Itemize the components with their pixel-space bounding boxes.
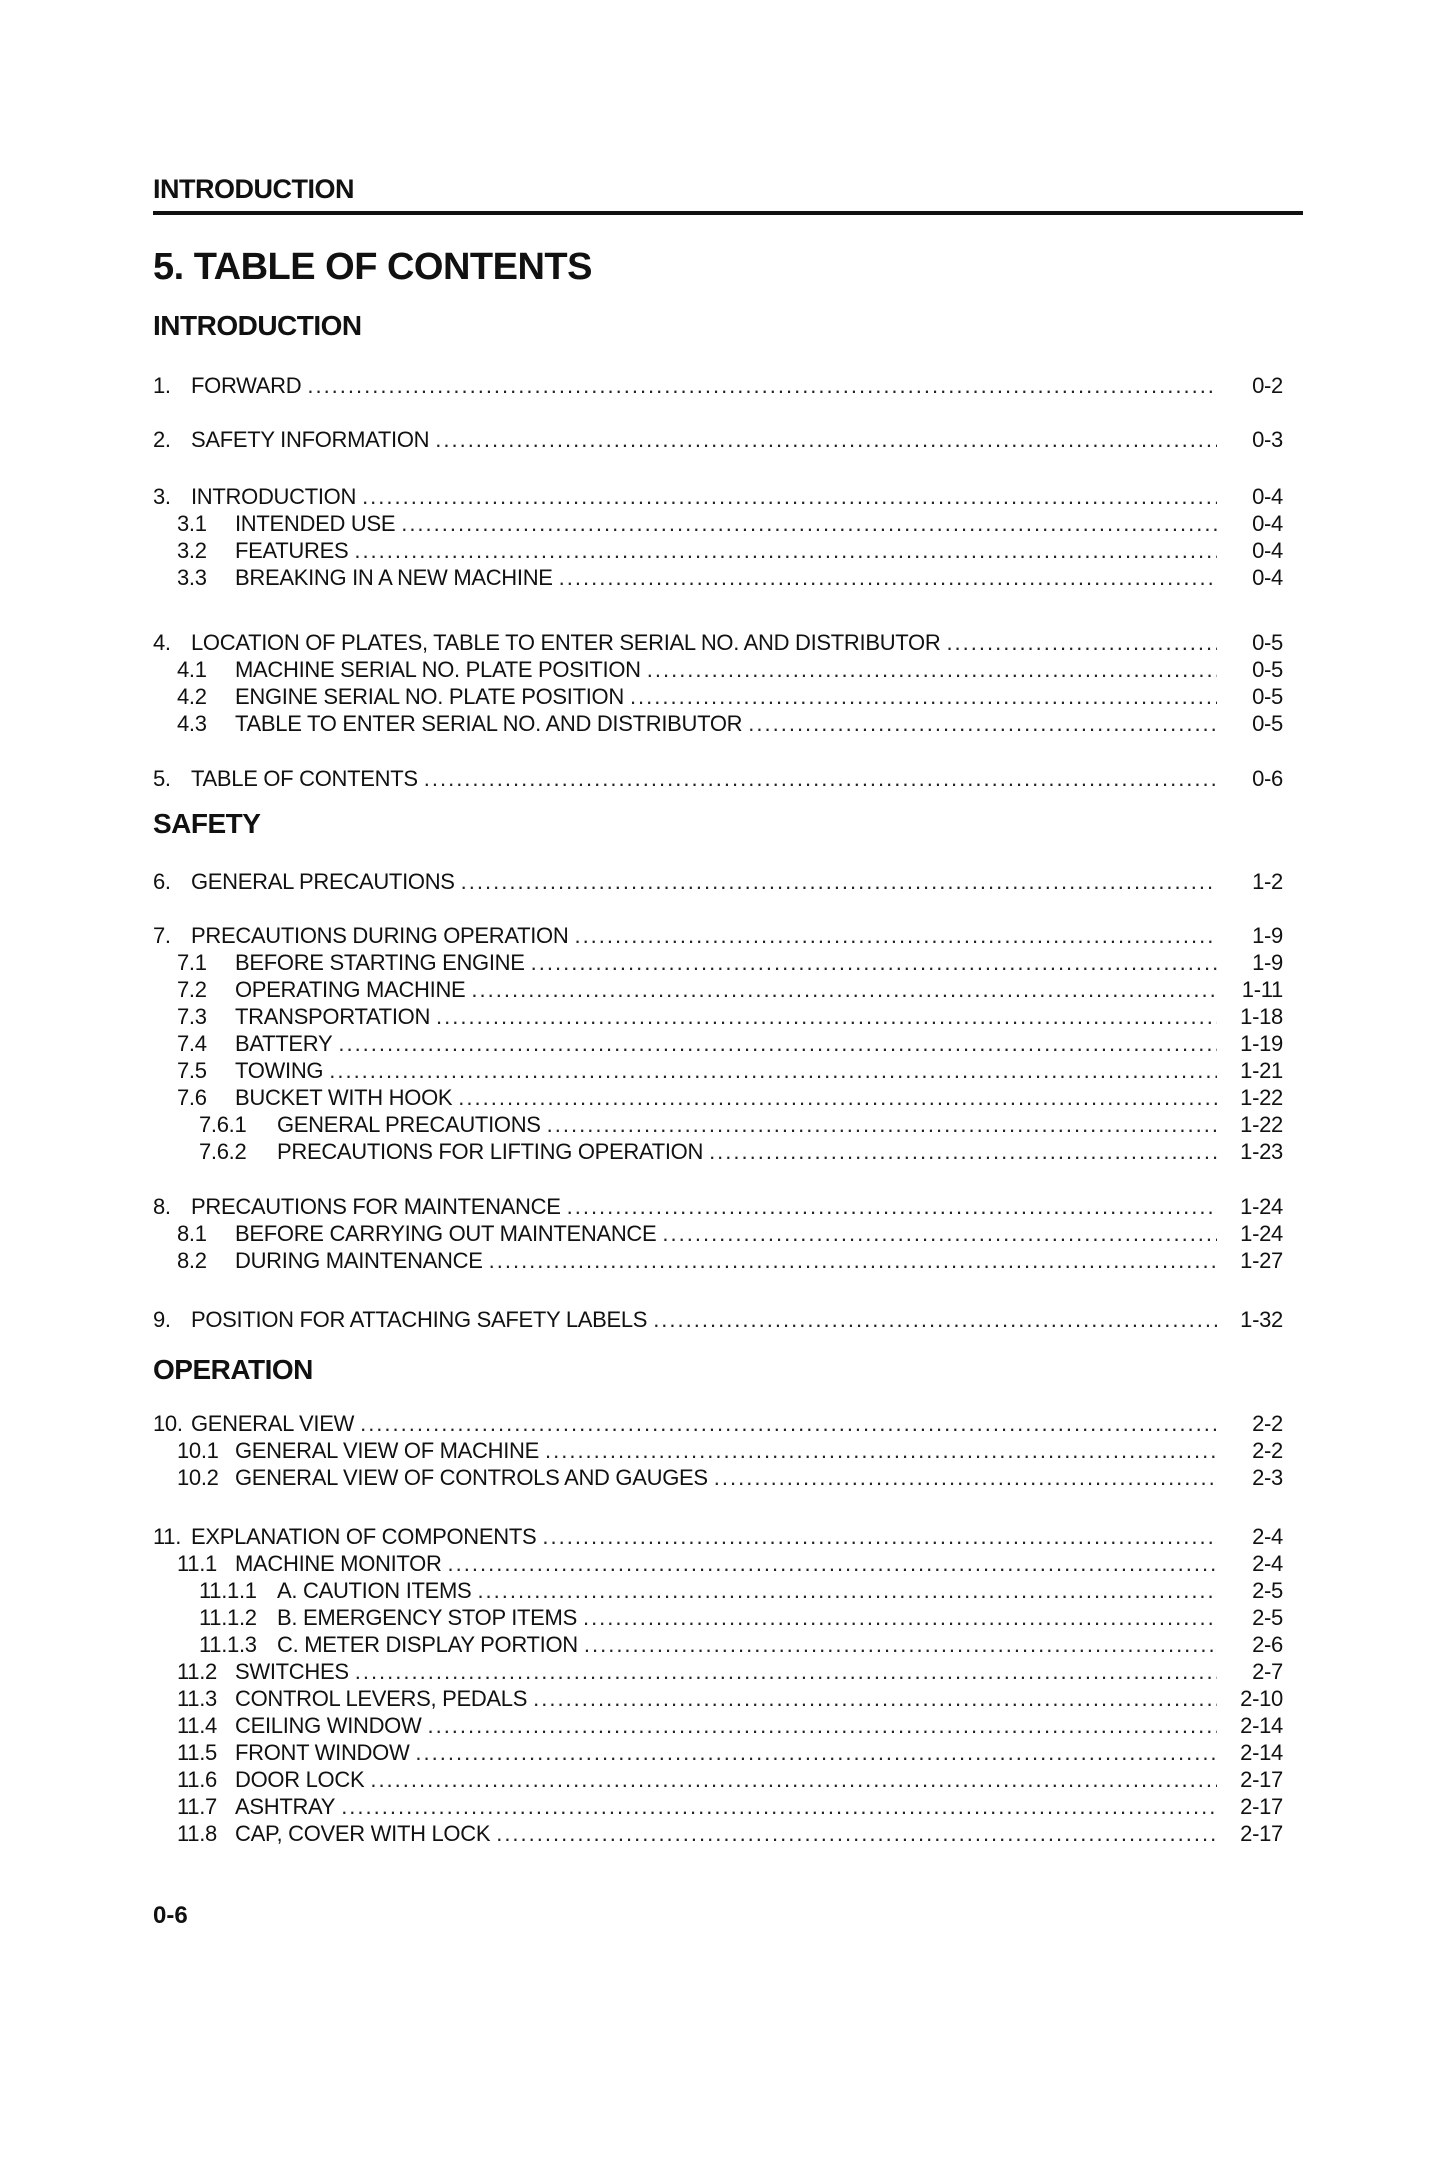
dot-leader <box>461 868 1217 895</box>
toc-entry-number: 7.6.1 <box>199 1112 247 1137</box>
dot-leader <box>559 564 1217 591</box>
toc-entry-page: 1-24 <box>1240 1221 1283 1246</box>
toc-entry-page: 0-2 <box>1252 373 1283 398</box>
dot-leader <box>354 537 1217 564</box>
toc-entry-label: GENERAL PRECAUTIONS <box>277 1112 541 1137</box>
dot-leader <box>653 1306 1217 1333</box>
toc-safety <box>153 868 1283 1333</box>
toc-entry[interactable] <box>153 1306 1283 1333</box>
toc-entry-label: C. METER DISPLAY PORTION <box>277 1632 578 1657</box>
toc-entry-number: 11.3 <box>177 1686 217 1711</box>
toc-entry[interactable] <box>153 976 1283 1003</box>
toc-entry-page: 2-7 <box>1252 1659 1283 1684</box>
toc-entry-number: 4. <box>153 630 171 655</box>
toc-entry-label: ENGINE SERIAL NO. PLATE POSITION <box>235 684 624 709</box>
toc-entry[interactable] <box>153 1685 1283 1712</box>
dot-leader <box>545 1437 1217 1464</box>
toc-entry[interactable] <box>153 1410 1283 1437</box>
toc-entry[interactable] <box>153 1220 1283 1247</box>
toc-entry-page: 1-21 <box>1240 1058 1283 1083</box>
toc-entry-title <box>177 1658 349 1685</box>
toc-entry-title <box>153 372 301 399</box>
dot-leader <box>424 765 1217 792</box>
toc-entry[interactable] <box>153 949 1283 976</box>
toc-entry-page: 2-17 <box>1240 1794 1283 1819</box>
dot-leader <box>489 1247 1217 1274</box>
toc-entry-title <box>153 629 940 656</box>
toc-entry-label: PRECAUTIONS FOR MAINTENANCE <box>191 1194 561 1219</box>
toc-entry[interactable] <box>153 372 1283 399</box>
toc-entry-title <box>153 1523 536 1550</box>
toc-group <box>153 1306 1283 1333</box>
dot-leader <box>435 426 1217 453</box>
dot-leader <box>533 1685 1217 1712</box>
toc-entry-number: 11. <box>153 1524 182 1549</box>
dot-leader <box>471 976 1217 1003</box>
toc-entry-label: MACHINE MONITOR <box>235 1551 442 1576</box>
toc-entry-page: 1-9 <box>1252 923 1283 948</box>
toc-entry-number: 10.1 <box>177 1438 219 1463</box>
toc-entry-number: 4.3 <box>177 711 207 736</box>
toc-group <box>153 629 1283 737</box>
toc-entry-page: 0-5 <box>1252 711 1283 736</box>
toc-entry-label: MACHINE SERIAL NO. PLATE POSITION <box>235 657 641 682</box>
toc-entry-label: TABLE OF CONTENTS <box>191 766 418 791</box>
toc-entry[interactable] <box>153 1820 1283 1847</box>
dot-leader <box>436 1003 1217 1030</box>
page-title: 5. TABLE OF CONTENTS <box>153 246 592 288</box>
toc-entry-title <box>153 765 418 792</box>
toc-entry-label: BUCKET WITH HOOK <box>235 1085 453 1110</box>
toc-entry-label: EXPLANATION OF COMPONENTS <box>191 1524 537 1549</box>
toc-entry-title <box>177 1820 490 1847</box>
toc-entry[interactable] <box>153 765 1283 792</box>
toc-entry[interactable] <box>153 1712 1283 1739</box>
toc-entry-page: 2-4 <box>1252 1551 1283 1576</box>
toc-entry-title <box>177 564 553 591</box>
toc-entry-number: 10. <box>153 1411 183 1436</box>
toc-entry[interactable] <box>153 1057 1283 1084</box>
dot-leader <box>329 1057 1217 1084</box>
toc-entry-number: 7.1 <box>177 950 207 975</box>
toc-entry-number: 7.3 <box>177 1004 207 1029</box>
toc-entry-label: ASHTRAY <box>235 1794 336 1819</box>
toc-entry-title <box>177 1437 539 1464</box>
toc-entry-page: 2-4 <box>1252 1524 1283 1549</box>
dot-leader <box>458 1084 1217 1111</box>
toc-entry-number: 4.2 <box>177 684 207 709</box>
toc-entry-label: B. EMERGENCY STOP ITEMS <box>277 1605 577 1630</box>
toc-entry-page: 0-3 <box>1252 427 1283 452</box>
toc-entry-number: 2. <box>153 427 171 452</box>
dot-leader <box>338 1030 1217 1057</box>
page-header <box>153 174 1303 215</box>
toc-entry-title <box>177 1739 409 1766</box>
toc-entry-title <box>177 1464 708 1491</box>
toc-entry[interactable] <box>153 1658 1283 1685</box>
toc-group <box>153 483 1283 591</box>
toc-entry-page: 0-4 <box>1252 484 1283 509</box>
toc-entry-title <box>177 1057 323 1084</box>
toc-entry-number: 4.1 <box>177 657 207 682</box>
toc-entry-page: 1-24 <box>1240 1194 1283 1219</box>
toc-entry[interactable] <box>153 1464 1283 1491</box>
toc-entry-page: 0-4 <box>1252 511 1283 536</box>
toc-entry[interactable] <box>153 683 1283 710</box>
toc-entry-page: 1-22 <box>1240 1112 1283 1137</box>
toc-entry-number: 11.5 <box>177 1740 217 1765</box>
toc-entry-title <box>153 922 568 949</box>
dot-leader <box>360 1410 1217 1437</box>
dot-leader <box>341 1793 1217 1820</box>
toc-entry-number: 7.5 <box>177 1058 207 1083</box>
toc-entry[interactable] <box>153 710 1283 737</box>
toc-entry-number: 11.1.3 <box>199 1632 257 1657</box>
toc-entry-page: 2-14 <box>1240 1713 1283 1738</box>
toc-entry-label: TOWING <box>235 1058 324 1083</box>
toc-entry-number: 8.2 <box>177 1248 207 1273</box>
dot-leader <box>709 1138 1217 1165</box>
toc-entry[interactable] <box>153 1003 1283 1030</box>
toc-entry-number: 1. <box>153 373 171 398</box>
toc-entry[interactable] <box>153 1793 1283 1820</box>
toc-entry-label: FEATURES <box>235 538 349 563</box>
toc-entry-number: 3.1 <box>177 511 207 536</box>
toc-entry-title <box>153 426 429 453</box>
toc-entry-title <box>177 976 465 1003</box>
toc-entry[interactable] <box>153 1247 1283 1274</box>
toc-entry[interactable] <box>153 1138 1283 1165</box>
toc-entry[interactable] <box>153 1577 1283 1604</box>
toc-entry[interactable] <box>153 1523 1283 1550</box>
toc-entry-title <box>153 1410 354 1437</box>
toc-entry-page: 0-5 <box>1252 630 1283 655</box>
toc-entry-label: GENERAL VIEW <box>191 1411 355 1436</box>
toc-entry-number: 11.1 <box>177 1551 217 1576</box>
dot-leader <box>496 1820 1217 1847</box>
toc-entry[interactable] <box>153 1030 1283 1057</box>
toc-entry[interactable] <box>153 656 1283 683</box>
toc-entry-page: 1-18 <box>1240 1004 1283 1029</box>
toc-entry-page: 1-2 <box>1252 869 1283 894</box>
toc-entry-title <box>177 537 348 564</box>
dot-leader <box>714 1464 1217 1491</box>
toc-entry-title <box>199 1577 471 1604</box>
toc-entry[interactable] <box>153 1631 1283 1658</box>
toc-entry-title <box>177 1030 332 1057</box>
toc-entry-title <box>199 1604 577 1631</box>
toc-group <box>153 426 1283 453</box>
toc-entry-page: 2-10 <box>1240 1686 1283 1711</box>
toc-entry-page: 2-17 <box>1240 1767 1283 1792</box>
toc-entry-label: POSITION FOR ATTACHING SAFETY LABELS <box>191 1307 648 1332</box>
toc-entry[interactable] <box>153 629 1283 656</box>
dot-leader <box>307 372 1217 399</box>
toc-entry[interactable] <box>153 1766 1283 1793</box>
dot-leader <box>584 1631 1217 1658</box>
toc-entry-page: 0-4 <box>1252 565 1283 590</box>
toc-entry-title <box>199 1631 578 1658</box>
toc-entry-title <box>177 1247 483 1274</box>
toc-entry-page: 1-9 <box>1252 950 1283 975</box>
toc-entry-number: 11.8 <box>177 1821 217 1846</box>
toc-entry-number: 3.2 <box>177 538 207 563</box>
toc-entry-title <box>177 1003 430 1030</box>
toc-entry-title <box>177 683 624 710</box>
toc-group <box>153 372 1283 399</box>
toc-entry-title <box>177 949 525 976</box>
toc-entry-label: GENERAL VIEW OF MACHINE <box>235 1438 539 1463</box>
toc-entry-title <box>177 1793 335 1820</box>
toc-entry[interactable] <box>153 537 1283 564</box>
toc-operation <box>153 1410 1283 1847</box>
dot-leader <box>362 483 1217 510</box>
toc-entry-page: 1-32 <box>1240 1307 1283 1332</box>
dot-leader <box>401 510 1217 537</box>
toc-entry-label: OPERATING MACHINE <box>235 977 466 1002</box>
dot-leader <box>662 1220 1217 1247</box>
toc-entry-page: 2-6 <box>1252 1632 1283 1657</box>
toc-entry-number: 7.6 <box>177 1085 207 1110</box>
toc-entry-number: 10.2 <box>177 1465 219 1490</box>
toc-entry-page: 1-11 <box>1241 977 1283 1002</box>
toc-entry[interactable] <box>153 510 1283 537</box>
section-heading-introduction: INTRODUCTION <box>153 310 362 341</box>
toc-group <box>153 1523 1283 1847</box>
toc-entry-label: PRECAUTIONS DURING OPERATION <box>191 923 569 948</box>
dot-leader <box>567 1193 1217 1220</box>
toc-entry-number: 9. <box>153 1307 171 1332</box>
toc-entry-label: FRONT WINDOW <box>235 1740 410 1765</box>
dot-leader <box>946 629 1217 656</box>
toc-entry-title <box>177 1685 527 1712</box>
toc-entry-label: BREAKING IN A NEW MACHINE <box>235 565 553 590</box>
toc-entry-label: A. CAUTION ITEMS <box>277 1578 472 1603</box>
toc-entry-number: 7.4 <box>177 1031 207 1056</box>
toc-entry-number: 8.1 <box>177 1221 207 1246</box>
dot-leader <box>427 1712 1217 1739</box>
toc-entry-label: TABLE TO ENTER SERIAL NO. AND DISTRIBUTOR <box>235 711 743 736</box>
header-rule <box>153 211 1303 215</box>
toc-entry-label: DURING MAINTENANCE <box>235 1248 483 1273</box>
toc-entry-title <box>177 1766 364 1793</box>
toc-group <box>153 1193 1283 1274</box>
toc-entry-number: 7.6.2 <box>199 1139 247 1164</box>
toc-group <box>153 765 1283 792</box>
toc-entry[interactable] <box>153 1739 1283 1766</box>
toc-entry-label: BEFORE STARTING ENGINE <box>235 950 525 975</box>
toc-entry[interactable] <box>153 1111 1283 1138</box>
toc-entry-number: 11.7 <box>177 1794 217 1819</box>
toc-entry-title <box>177 656 641 683</box>
toc-entry-page: 0-4 <box>1252 538 1283 563</box>
toc-entry-label: SAFETY INFORMATION <box>191 427 430 452</box>
toc-entry-title <box>177 1550 442 1577</box>
header-title: INTRODUCTION <box>153 174 354 204</box>
toc-entry-page: 2-14 <box>1240 1740 1283 1765</box>
toc-entry[interactable] <box>153 1084 1283 1111</box>
toc-entry-title <box>177 710 742 737</box>
toc-entry[interactable] <box>153 1437 1283 1464</box>
toc-entry-page: 1-23 <box>1240 1139 1283 1164</box>
toc-entry-title <box>153 1193 561 1220</box>
toc-entry[interactable] <box>153 1604 1283 1631</box>
toc-entry-number: 7.2 <box>177 977 207 1002</box>
toc-entry-page: 1-19 <box>1240 1031 1283 1056</box>
toc-entry-title <box>153 483 356 510</box>
toc-entry-label: INTENDED USE <box>235 511 396 536</box>
toc-entry-number: 6. <box>153 869 171 894</box>
toc-entry-page: 2-5 <box>1252 1605 1283 1630</box>
toc-entry-label: GENERAL VIEW OF CONTROLS AND GAUGES <box>235 1465 708 1490</box>
toc-entry[interactable] <box>153 426 1283 453</box>
toc-entry-number: 3.3 <box>177 565 207 590</box>
toc-entry-title <box>177 1220 656 1247</box>
toc-entry-title <box>153 868 455 895</box>
section-heading-operation: OPERATION <box>153 1354 313 1385</box>
toc-entry-title <box>199 1138 703 1165</box>
dot-leader <box>542 1523 1217 1550</box>
toc-entry[interactable] <box>153 564 1283 591</box>
toc-entry-number: 8. <box>153 1194 171 1219</box>
dot-leader <box>547 1111 1217 1138</box>
toc-entry-page: 1-22 <box>1240 1085 1283 1110</box>
dot-leader <box>630 683 1217 710</box>
dot-leader <box>647 656 1217 683</box>
toc-entry-page: 2-17 <box>1240 1821 1283 1846</box>
toc-entry-page: 2-5 <box>1252 1578 1283 1603</box>
toc-entry-page: 2-3 <box>1252 1465 1283 1490</box>
dot-leader <box>531 949 1217 976</box>
toc-entry-page: 1-27 <box>1240 1248 1283 1273</box>
toc-entry-label: BATTERY <box>235 1031 333 1056</box>
toc-entry[interactable] <box>153 483 1283 510</box>
toc-entry[interactable] <box>153 922 1283 949</box>
dot-leader <box>574 922 1217 949</box>
toc-entry-number: 11.1.2 <box>199 1605 257 1630</box>
toc-entry-label: PRECAUTIONS FOR LIFTING OPERATION <box>277 1139 704 1164</box>
section-heading-safety: SAFETY <box>153 808 261 839</box>
toc-entry-page: 0-5 <box>1252 684 1283 709</box>
toc-entry[interactable] <box>153 1550 1283 1577</box>
toc-entry-label: TRANSPORTATION <box>235 1004 431 1029</box>
toc-entry[interactable] <box>153 1193 1283 1220</box>
toc-entry-number: 11.1.1 <box>199 1578 257 1603</box>
toc-entry-page: 2-2 <box>1252 1411 1283 1436</box>
dot-leader <box>415 1739 1217 1766</box>
toc-entry-page: 0-5 <box>1252 657 1283 682</box>
toc-entry-number: 11.6 <box>177 1767 217 1792</box>
dot-leader <box>748 710 1217 737</box>
toc-entry-label: CONTROL LEVERS, PEDALS <box>235 1686 528 1711</box>
toc-entry-label: GENERAL PRECAUTIONS <box>191 869 455 894</box>
toc-entry-number: 7. <box>153 923 171 948</box>
toc-entry-title <box>177 1712 421 1739</box>
toc-entry-label: CAP, COVER WITH LOCK <box>235 1821 491 1846</box>
toc-entry-title <box>177 1084 452 1111</box>
dot-leader <box>477 1577 1217 1604</box>
toc-entry-title <box>177 510 395 537</box>
dot-leader <box>370 1766 1217 1793</box>
toc-entry-number: 5. <box>153 766 171 791</box>
toc-entry-page: 0-6 <box>1252 766 1283 791</box>
toc-entry-title <box>199 1111 541 1138</box>
toc-entry-title <box>153 1306 647 1333</box>
page-number: 0-6 <box>153 1902 188 1929</box>
toc-entry-page: 2-2 <box>1252 1438 1283 1463</box>
toc-group <box>153 1410 1283 1491</box>
toc-entry-label: INTRODUCTION <box>191 484 357 509</box>
toc-entry-label: DOOR LOCK <box>235 1767 365 1792</box>
toc-entry-number: 3. <box>153 484 171 509</box>
toc-introduction <box>153 372 1283 792</box>
dot-leader <box>583 1604 1217 1631</box>
toc-entry-label: FORWARD <box>191 373 302 398</box>
toc-entry-label: LOCATION OF PLATES, TABLE TO ENTER SERIAL NO. AND DISTRIBUTOR <box>191 630 941 655</box>
toc-entry-label: BEFORE CARRYING OUT MAINTENANCE <box>235 1221 657 1246</box>
toc-entry[interactable] <box>153 868 1283 895</box>
toc-entry-label: CEILING WINDOW <box>235 1713 422 1738</box>
dot-leader <box>355 1658 1217 1685</box>
toc-entry-label: SWITCHES <box>235 1659 349 1684</box>
toc-group <box>153 922 1283 1165</box>
dot-leader <box>448 1550 1217 1577</box>
toc-group <box>153 868 1283 895</box>
toc-entry-number: 11.2 <box>177 1659 217 1684</box>
toc-entry-number: 11.4 <box>177 1713 217 1738</box>
